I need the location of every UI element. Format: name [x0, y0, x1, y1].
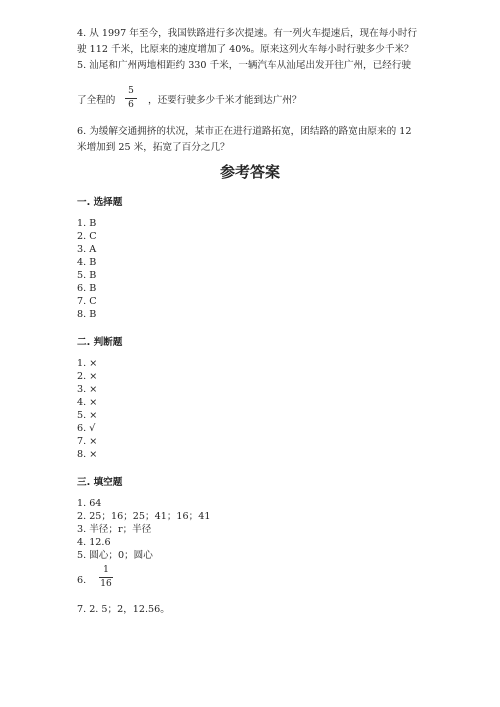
list-item: 7. × — [77, 436, 98, 447]
answer-key-title: 参考答案 — [219, 163, 280, 181]
list-item: 8. B — [77, 309, 97, 320]
list-item: 4. B — [77, 257, 97, 268]
fraction-bar — [99, 577, 113, 578]
list-item: 2. C — [77, 231, 97, 242]
fraction-denominator: 16 — [100, 579, 112, 589]
question-5-line-1: 5. 汕尾和广州两地相距约 330 千米，一辆汽车从汕尾出发开往广州，已经行驶 — [77, 60, 412, 71]
question-6-line-1: 6. 为缓解交通拥挤的状况，某市正在进行道路拓宽，团结路的路宽由原来的 12 — [77, 126, 412, 137]
fraction-numerator: 5 — [128, 86, 134, 96]
list-item: 6. B — [77, 283, 97, 294]
question-5-prefix: 了全程的 — [77, 95, 116, 106]
question-5-suffix: ，还要行驶多少千米才能到达广州？ — [148, 95, 302, 106]
list-item: 6. √ — [77, 423, 96, 434]
list-item: 4. 12.6 — [77, 537, 111, 548]
list-item: 2. 25；16；25；41；16；41 — [77, 511, 211, 522]
list-item: 3. A — [77, 244, 97, 255]
list-item: 1. B — [77, 218, 97, 229]
section-judge-heading: 二. 判断题 — [77, 337, 123, 348]
question-6-line-2: 米增加到 25 米，拓宽了百分之几？ — [77, 142, 230, 153]
question-4-line-2: 驶 112 千米，比原来的速度增加了 40%。原来这列火车每小时行驶多少千米？ — [77, 44, 414, 55]
list-item: 3. 半径；r；半径 — [77, 524, 152, 535]
list-item: 2. × — [77, 371, 98, 382]
list-item: 3. × — [77, 384, 98, 395]
list-item: 1. × — [77, 358, 98, 369]
list-item: 6. — [77, 575, 87, 586]
list-item: 8. × — [77, 449, 98, 460]
question-4-line-1: 4. 从 1997 年至今，我国铁路进行多次提速。有一列火车提速后，现在每小时行 — [77, 28, 418, 39]
list-item: 1. 64 — [77, 498, 102, 509]
list-item: 4. × — [77, 397, 98, 408]
list-item: 5. × — [77, 410, 98, 421]
fraction-denominator: 6 — [128, 100, 134, 110]
section-choice-heading: 一. 选择题 — [77, 197, 123, 208]
list-item: 7. C — [77, 296, 97, 307]
question-5-fraction — [123, 86, 139, 111]
fraction-bar — [125, 98, 137, 99]
list-item: 7. 2. 5；2，12.56。 — [77, 604, 170, 615]
fill-item-6-fraction — [97, 565, 115, 590]
list-item: 5. B — [77, 270, 97, 281]
fraction-numerator: 1 — [103, 565, 109, 575]
section-fill-heading: 三. 填空题 — [77, 477, 123, 488]
list-item: 5. 圆心；0；圆心 — [77, 550, 153, 561]
